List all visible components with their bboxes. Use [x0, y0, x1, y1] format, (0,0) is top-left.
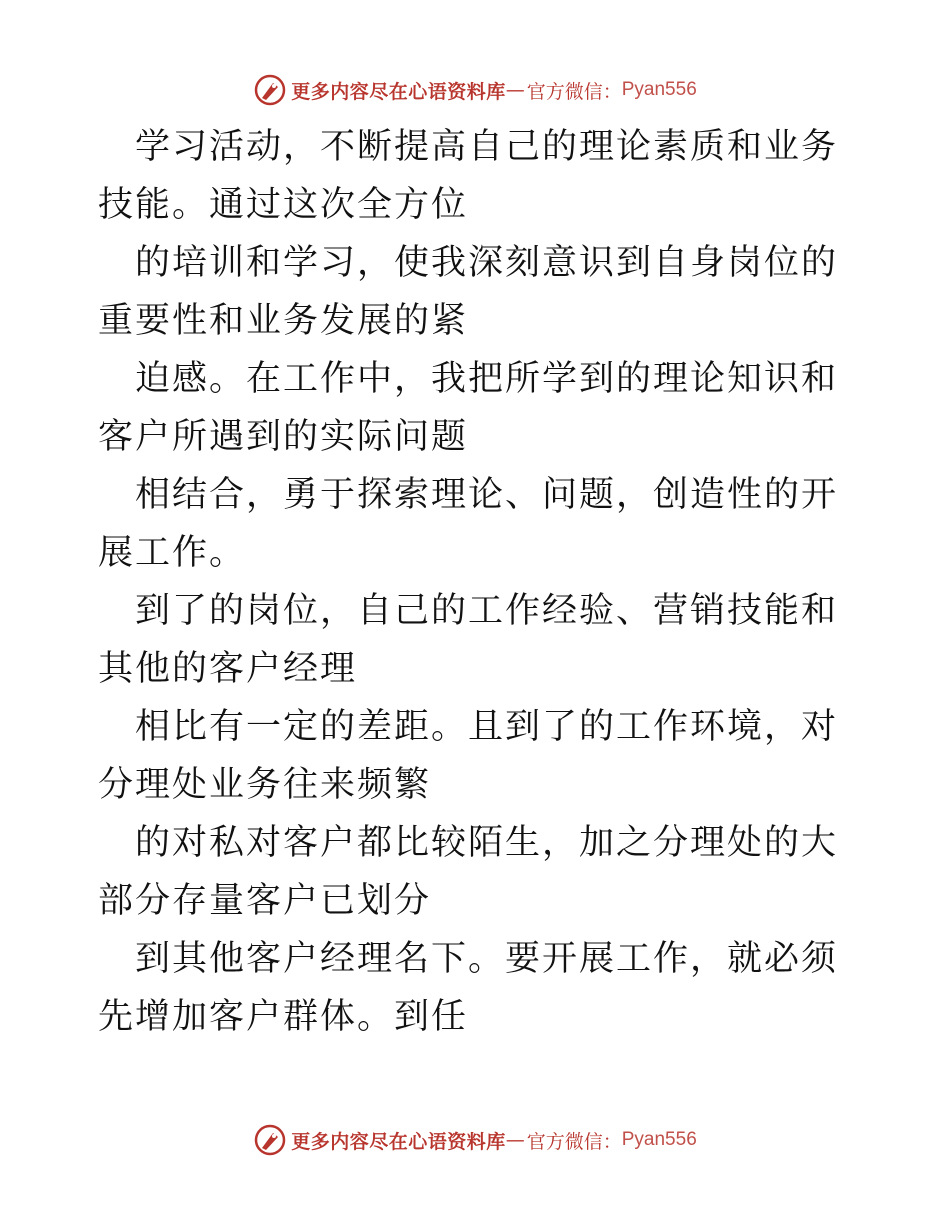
paragraph: 迫感。在工作中，我把所学到的理论知识和客户所遇到的实际问题: [98, 359, 839, 457]
paragraph: 的培训和学习，使我深刻意识到自身岗位的重要性和业务发展的紧: [98, 243, 839, 341]
document-body: [98, 118, 858, 1046]
watermark-wechat-label: 官方微信：: [526, 80, 622, 103]
paragraph: 学习活动，不断提高自己的理论素质和业务技能。通过这次全方位: [98, 127, 839, 225]
paragraph: 相比有一定的差距。且到了的工作环境，对分理处业务往来频繁: [98, 707, 839, 805]
watermark-brand: 更多内容尽在心语资料库: [291, 1130, 506, 1153]
paragraph: 的对私对客户都比较陌生，加之分理处的大部分存量客户已划分: [98, 823, 839, 921]
watermark-dash: —: [505, 79, 525, 101]
pen-nib-logo-icon: [253, 73, 287, 107]
footer-watermark: [0, 1120, 950, 1160]
watermark-dash: —: [505, 1129, 525, 1151]
watermark-brand: 更多内容尽在心语资料库: [291, 80, 506, 103]
watermark-wechat-id: Pyan556: [621, 79, 697, 100]
pen-nib-logo-icon: [253, 1123, 287, 1157]
paragraph: 到其他客户经理名下。要开展工作，就必须先增加客户群体。到任: [98, 939, 839, 1037]
header-watermark: [0, 70, 950, 110]
paragraph: 相结合，勇于探索理论、问题，创造性的开展工作。: [98, 475, 839, 573]
watermark-wechat-label: 官方微信：: [526, 1130, 622, 1153]
paragraph: 到了的岗位，自己的工作经验、营销技能和其他的客户经理: [98, 591, 839, 689]
watermark-wechat-id: Pyan556: [621, 1129, 697, 1150]
